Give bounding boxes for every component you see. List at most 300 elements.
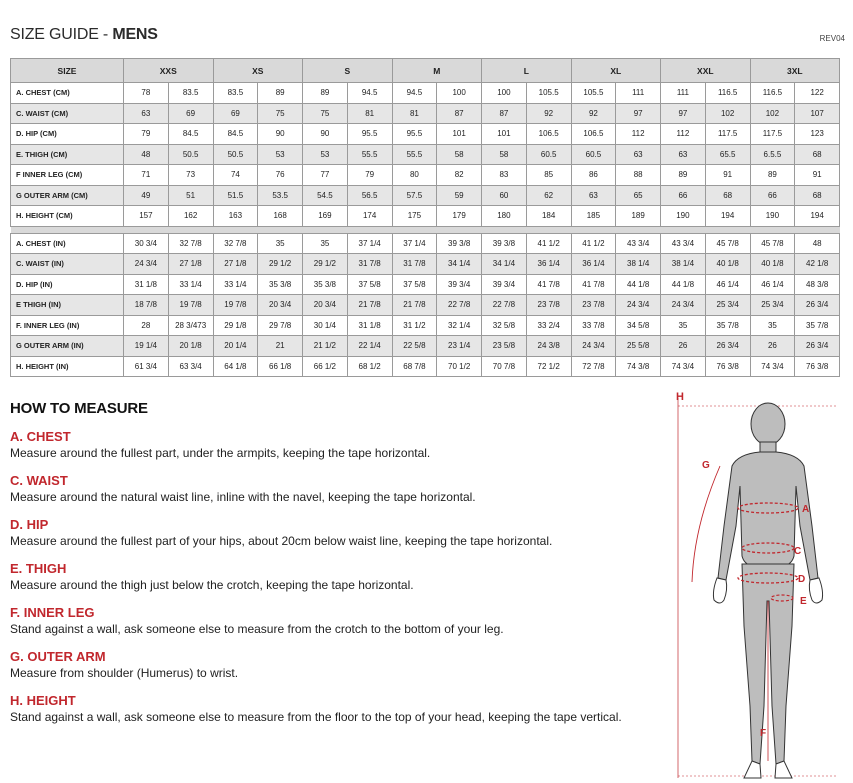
table-spacer-row [11, 226, 840, 233]
table-cell: 24 3/4 [616, 295, 661, 316]
table-cell: 49 [124, 185, 169, 206]
table-cell: 97 [661, 103, 706, 124]
table-cell: 69 [213, 103, 258, 124]
table-cell: 91 [795, 165, 840, 186]
table-cell: 65.5 [705, 144, 750, 165]
measure-description: Measure from shoulder (Humerus) to wrist. [10, 666, 239, 680]
table-cell: 66 [750, 185, 795, 206]
table-cell: 116.5 [750, 83, 795, 104]
table-cell: 100 [482, 83, 527, 104]
table-cell: 58 [482, 144, 527, 165]
row-label: F. INNER LEG (IN) [11, 315, 124, 336]
table-cell: 74 [213, 165, 258, 186]
table-cell: 81 [347, 103, 392, 124]
table-cell: 59 [437, 185, 482, 206]
label-e: E [800, 596, 807, 607]
table-cell: 56.5 [347, 185, 392, 206]
table-cell: 102 [705, 103, 750, 124]
measure-heading: D. HIP [10, 517, 49, 532]
table-cell: 55.5 [392, 144, 437, 165]
table-row [11, 206, 840, 227]
measure-item [10, 561, 660, 593]
table-cell: 123 [795, 124, 840, 145]
table-cell: 92 [571, 103, 616, 124]
table-cell: 117.5 [750, 124, 795, 145]
table-cell: 85 [526, 165, 571, 186]
table-cell: 31 1/2 [392, 315, 437, 336]
table-cell: 58 [437, 144, 482, 165]
table-cell: 20 1/8 [168, 336, 213, 357]
row-label: E. THIGH (CM) [11, 144, 124, 165]
table-cell: 26 3/4 [795, 336, 840, 357]
table-cell: 89 [661, 165, 706, 186]
size-header-l: L [482, 59, 572, 83]
table-cell: 106.5 [571, 124, 616, 145]
table-cell: 34 5/8 [616, 315, 661, 336]
table-row [11, 254, 840, 275]
table-cell: 101 [437, 124, 482, 145]
table-cell: 33 1/4 [168, 274, 213, 295]
row-label: H. HEIGHT (CM) [11, 206, 124, 227]
table-cell: 33 1/4 [213, 274, 258, 295]
table-cell: 76 [258, 165, 303, 186]
table-cell: 105.5 [526, 83, 571, 104]
row-label: H. HEIGHT (IN) [11, 356, 124, 377]
table-cell: 38 1/4 [616, 254, 661, 275]
table-cell: 107 [795, 103, 840, 124]
table-cell: 34 1/4 [437, 254, 482, 275]
table-cell: 32 1/4 [437, 315, 482, 336]
table-row [11, 165, 840, 186]
table-cell: 20 1/4 [213, 336, 258, 357]
size-header-m: M [392, 59, 482, 83]
label-a: A [802, 504, 810, 515]
how-to-measure [10, 400, 660, 737]
size-header-3xl: 3XL [750, 59, 840, 83]
table-cell: 72 7/8 [571, 356, 616, 377]
measure-item [10, 473, 660, 505]
table-cell: 68 [705, 185, 750, 206]
table-cell: 63 [616, 144, 661, 165]
table-cell: 22 1/4 [347, 336, 392, 357]
measure-item [10, 649, 660, 681]
table-cell: 157 [124, 206, 169, 227]
table-cell: 57.5 [392, 185, 437, 206]
table-cell: 102 [750, 103, 795, 124]
table-cell: 63 3/4 [168, 356, 213, 377]
table-cell: 37 1/4 [347, 233, 392, 254]
table-cell: 162 [168, 206, 213, 227]
table-cell: 26 3/4 [705, 336, 750, 357]
table-cell: 46 1/4 [750, 274, 795, 295]
table-cell: 75 [258, 103, 303, 124]
table-cell: 66 [661, 185, 706, 206]
table-row [11, 295, 840, 316]
measure-item [10, 693, 660, 725]
table-cell: 22 7/8 [482, 295, 527, 316]
table-cell: 50.5 [168, 144, 213, 165]
table-cell: 90 [303, 124, 348, 145]
size-table [10, 58, 840, 377]
table-cell: 51 [168, 185, 213, 206]
label-g: G [702, 460, 710, 471]
table-cell: 35 3/8 [303, 274, 348, 295]
table-cell: 89 [258, 83, 303, 104]
left-hand [713, 578, 726, 603]
table-cell: 36 1/4 [571, 254, 616, 275]
table-cell: 60.5 [526, 144, 571, 165]
table-cell: 179 [437, 206, 482, 227]
table-cell: 79 [124, 124, 169, 145]
body-figure [672, 386, 844, 781]
size-header-xxs: XXS [124, 59, 214, 83]
table-cell: 64 1/8 [213, 356, 258, 377]
table-cell: 184 [526, 206, 571, 227]
measure-item [10, 605, 660, 637]
table-cell: 105.5 [571, 83, 616, 104]
table-cell: 122 [795, 83, 840, 104]
table-cell: 38 1/4 [661, 254, 706, 275]
title-bold: MENS [112, 26, 158, 43]
table-cell: 66 1/8 [258, 356, 303, 377]
table-cell: 30 3/4 [124, 233, 169, 254]
table-cell: 112 [661, 124, 706, 145]
table-cell: 43 3/4 [661, 233, 706, 254]
size-header-xl: XL [571, 59, 661, 83]
table-cell: 44 1/8 [661, 274, 706, 295]
table-cell: 21 [258, 336, 303, 357]
table-cell: 23 5/8 [482, 336, 527, 357]
row-label: D. HIP (IN) [11, 274, 124, 295]
table-cell: 94.5 [392, 83, 437, 104]
size-header-row [11, 59, 840, 83]
table-cell: 37 5/8 [392, 274, 437, 295]
table-cell: 75 [303, 103, 348, 124]
row-label: E THIGH (IN) [11, 295, 124, 316]
table-cell: 45 7/8 [750, 233, 795, 254]
measure-heading: H. HEIGHT [10, 693, 76, 708]
table-cell: 106.5 [526, 124, 571, 145]
table-row [11, 315, 840, 336]
table-cell: 41 7/8 [571, 274, 616, 295]
measure-heading: A. CHEST [10, 429, 71, 444]
table-cell: 53 [303, 144, 348, 165]
table-cell: 45 7/8 [705, 233, 750, 254]
measure-description: Stand against a wall, ask someone else to measure from the floor to the top of your head, keeping the tape vertical. [10, 710, 622, 724]
table-cell: 32 7/8 [213, 233, 258, 254]
table-cell: 69 [168, 103, 213, 124]
table-cell: 92 [526, 103, 571, 124]
table-cell: 32 5/8 [482, 315, 527, 336]
table-cell: 116.5 [705, 83, 750, 104]
table-cell: 33 7/8 [571, 315, 616, 336]
table-cell: 80 [392, 165, 437, 186]
table-cell: 169 [303, 206, 348, 227]
table-cell: 6.5.5 [750, 144, 795, 165]
table-cell: 51.5 [213, 185, 258, 206]
measure-description: Measure around the natural waist line, inline with the navel, keeping the tape horizontal. [10, 490, 476, 504]
table-cell: 41 1/2 [526, 233, 571, 254]
table-cell: 97 [616, 103, 661, 124]
measure-description: Measure around the fullest part of your hips, about 20cm below waist line, keeping the tape horizontal. [10, 534, 553, 548]
table-cell: 68 [795, 144, 840, 165]
table-cell: 76 3/8 [705, 356, 750, 377]
size-header-label: SIZE [11, 59, 124, 83]
table-cell: 68 [795, 185, 840, 206]
table-cell: 40 1/8 [705, 254, 750, 275]
size-table-body [11, 83, 840, 377]
measure-description: Measure around the thigh just below the crotch, keeping the tape horizontal. [10, 578, 414, 592]
row-label: C. WAIST (IN) [11, 254, 124, 275]
measure-description: Stand against a wall, ask someone else to measure from the crotch to the bottom of your leg. [10, 622, 504, 636]
table-cell: 22 5/8 [392, 336, 437, 357]
table-cell: 62 [526, 185, 571, 206]
size-header-xs: XS [213, 59, 303, 83]
table-cell: 28 3/473 [168, 315, 213, 336]
table-cell: 29 7/8 [258, 315, 303, 336]
table-cell: 35 7/8 [795, 315, 840, 336]
table-cell: 74 3/4 [750, 356, 795, 377]
table-cell: 65 [616, 185, 661, 206]
table-cell: 21 7/8 [392, 295, 437, 316]
table-cell: 61 3/4 [124, 356, 169, 377]
table-cell: 34 1/4 [482, 254, 527, 275]
table-cell: 71 [124, 165, 169, 186]
label-f: F [760, 728, 767, 739]
table-row [11, 124, 840, 145]
table-cell: 27 1/8 [213, 254, 258, 275]
table-cell: 72 1/2 [526, 356, 571, 377]
table-cell: 35 3/8 [258, 274, 303, 295]
table-cell: 35 [303, 233, 348, 254]
table-cell: 54.5 [303, 185, 348, 206]
table-cell: 117.5 [705, 124, 750, 145]
row-label: A. CHEST (CM) [11, 83, 124, 104]
table-cell: 24 3/8 [526, 336, 571, 357]
table-cell: 23 1/4 [437, 336, 482, 357]
table-cell: 48 3/8 [795, 274, 840, 295]
table-cell: 111 [616, 83, 661, 104]
table-cell: 63 [124, 103, 169, 124]
table-cell: 53 [258, 144, 303, 165]
table-cell: 33 2/4 [526, 315, 571, 336]
table-cell: 39 3/8 [482, 233, 527, 254]
table-cell: 79 [347, 165, 392, 186]
measure-item [10, 429, 660, 461]
row-label: G OUTER ARM (CM) [11, 185, 124, 206]
table-cell: 43 3/4 [616, 233, 661, 254]
table-cell: 82 [437, 165, 482, 186]
table-cell: 22 7/8 [437, 295, 482, 316]
table-row [11, 144, 840, 165]
measure-heading: F. INNER LEG [10, 605, 95, 620]
table-cell: 28 [124, 315, 169, 336]
table-cell: 35 [750, 315, 795, 336]
size-header-xxl: XXL [661, 59, 751, 83]
table-cell: 63 [571, 185, 616, 206]
table-cell: 63 [661, 144, 706, 165]
table-cell: 37 5/8 [347, 274, 392, 295]
label-c: C [794, 546, 802, 557]
table-cell: 70 7/8 [482, 356, 527, 377]
table-cell: 23 7/8 [526, 295, 571, 316]
title-prefix: SIZE GUIDE - [10, 26, 113, 43]
table-cell: 83.5 [168, 83, 213, 104]
table-cell: 29 1/2 [258, 254, 303, 275]
table-cell: 73 [168, 165, 213, 186]
table-cell: 18 7/8 [124, 295, 169, 316]
table-cell: 19 7/8 [213, 295, 258, 316]
table-cell: 194 [705, 206, 750, 227]
table-cell: 19 7/8 [168, 295, 213, 316]
table-cell: 35 7/8 [705, 315, 750, 336]
page-title [10, 26, 845, 44]
table-cell: 101 [482, 124, 527, 145]
table-row [11, 103, 840, 124]
table-cell: 87 [482, 103, 527, 124]
table-cell: 95.5 [347, 124, 392, 145]
table-cell: 190 [750, 206, 795, 227]
left-foot [744, 761, 761, 778]
table-cell: 111 [661, 83, 706, 104]
table-cell: 89 [303, 83, 348, 104]
table-cell: 112 [616, 124, 661, 145]
table-cell: 55.5 [347, 144, 392, 165]
measure-heading: E. THIGH [10, 561, 67, 576]
table-cell: 94.5 [347, 83, 392, 104]
table-cell: 84.5 [168, 124, 213, 145]
measure-description: Measure around the fullest part, under the armpits, keeping the tape horizontal. [10, 446, 431, 460]
table-cell: 21 1/2 [303, 336, 348, 357]
table-cell: 194 [795, 206, 840, 227]
label-d: D [798, 574, 806, 585]
table-cell: 189 [616, 206, 661, 227]
table-cell: 81 [392, 103, 437, 124]
table-cell: 190 [661, 206, 706, 227]
table-cell: 77 [303, 165, 348, 186]
table-cell: 20 3/4 [303, 295, 348, 316]
outer-arm-line [692, 466, 720, 582]
table-cell: 74 3/8 [616, 356, 661, 377]
measure-heading: C. WAIST [10, 473, 68, 488]
table-cell: 36 1/4 [526, 254, 571, 275]
table-cell: 86 [571, 165, 616, 186]
table-cell: 35 [258, 233, 303, 254]
table-cell: 24 3/4 [571, 336, 616, 357]
table-cell: 25 5/8 [616, 336, 661, 357]
table-cell: 24 3/4 [661, 295, 706, 316]
table-cell: 60.5 [571, 144, 616, 165]
table-cell: 60 [482, 185, 527, 206]
row-label: C. WAIST (CM) [11, 103, 124, 124]
table-cell: 95.5 [392, 124, 437, 145]
table-cell: 78 [124, 83, 169, 104]
revision-label: REV04 [819, 34, 845, 43]
table-cell: 32 7/8 [168, 233, 213, 254]
table-cell: 25 3/4 [750, 295, 795, 316]
table-cell: 90 [258, 124, 303, 145]
table-cell: 41 7/8 [526, 274, 571, 295]
table-cell: 31 7/8 [347, 254, 392, 275]
table-row [11, 274, 840, 295]
table-cell: 41 1/2 [571, 233, 616, 254]
table-cell: 40 1/8 [750, 254, 795, 275]
table-cell: 68 1/2 [347, 356, 392, 377]
table-cell: 87 [437, 103, 482, 124]
how-to-title: HOW TO MEASURE [10, 400, 148, 417]
table-cell: 31 7/8 [392, 254, 437, 275]
table-cell: 100 [437, 83, 482, 104]
table-cell: 66 1/2 [303, 356, 348, 377]
table-cell: 185 [571, 206, 616, 227]
table-cell: 48 [795, 233, 840, 254]
table-cell: 168 [258, 206, 303, 227]
table-cell: 42 1/8 [795, 254, 840, 275]
table-cell: 24 3/4 [124, 254, 169, 275]
table-cell: 76 3/8 [795, 356, 840, 377]
table-cell: 21 7/8 [347, 295, 392, 316]
table-cell: 26 [750, 336, 795, 357]
right-hand [809, 578, 822, 603]
table-cell: 50.5 [213, 144, 258, 165]
label-h: H [676, 391, 684, 403]
row-label: G OUTER ARM (IN) [11, 336, 124, 357]
table-row [11, 336, 840, 357]
table-cell: 53.5 [258, 185, 303, 206]
size-header-s: S [303, 59, 393, 83]
table-cell: 83.5 [213, 83, 258, 104]
table-cell: 27 1/8 [168, 254, 213, 275]
table-cell: 31 1/8 [347, 315, 392, 336]
table-cell: 30 1/4 [303, 315, 348, 336]
table-cell: 39 3/4 [437, 274, 482, 295]
measure-item [10, 517, 660, 549]
table-cell: 23 7/8 [571, 295, 616, 316]
table-cell: 163 [213, 206, 258, 227]
header [10, 26, 845, 50]
table-cell: 19 1/4 [124, 336, 169, 357]
table-cell: 48 [124, 144, 169, 165]
table-cell: 70 1/2 [437, 356, 482, 377]
table-cell: 35 [661, 315, 706, 336]
table-cell: 46 1/4 [705, 274, 750, 295]
table-row [11, 185, 840, 206]
table-cell: 68 7/8 [392, 356, 437, 377]
table-cell: 44 1/8 [616, 274, 661, 295]
how-to-list [10, 429, 660, 725]
table-cell: 174 [347, 206, 392, 227]
table-cell: 39 3/4 [482, 274, 527, 295]
table-cell: 26 [661, 336, 706, 357]
table-cell: 29 1/8 [213, 315, 258, 336]
table-cell: 83 [482, 165, 527, 186]
table-cell: 89 [750, 165, 795, 186]
table-row [11, 356, 840, 377]
table-cell: 31 1/8 [124, 274, 169, 295]
table-cell: 74 3/4 [661, 356, 706, 377]
row-label: F INNER LEG (CM) [11, 165, 124, 186]
table-cell: 91 [705, 165, 750, 186]
table-cell: 175 [392, 206, 437, 227]
measure-heading: G. OUTER ARM [10, 649, 106, 664]
table-cell: 180 [482, 206, 527, 227]
table-cell: 39 3/8 [437, 233, 482, 254]
row-label: A. CHEST (IN) [11, 233, 124, 254]
table-cell: 88 [616, 165, 661, 186]
table-cell: 37 1/4 [392, 233, 437, 254]
table-row [11, 83, 840, 104]
table-row [11, 233, 840, 254]
